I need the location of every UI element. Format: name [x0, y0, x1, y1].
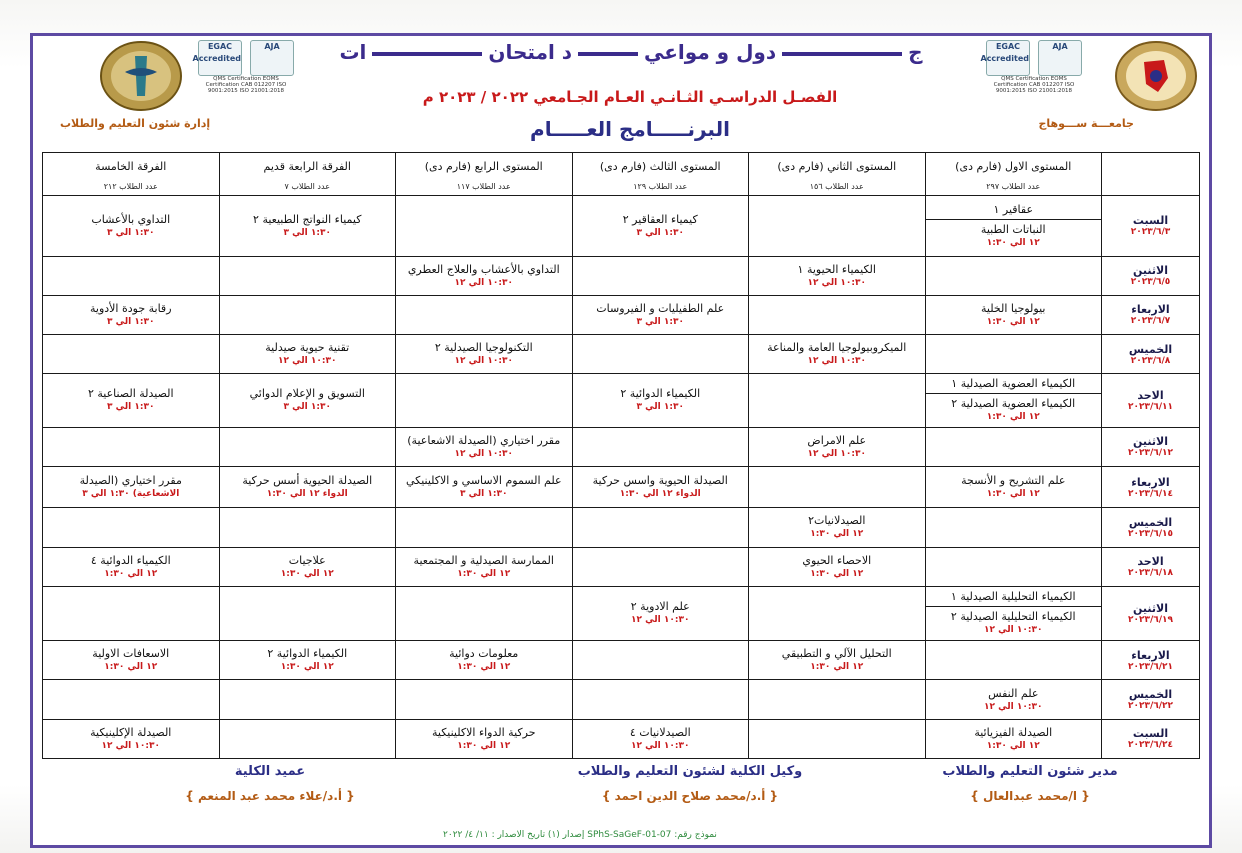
exam-cell: [572, 256, 749, 295]
exam-time: ١٠:٣٠ الي ١٢: [278, 356, 337, 367]
exam-time: ١٢ الي ١:٣٠: [280, 662, 334, 673]
subject-name: الكيمياء الحيوية ١: [797, 262, 876, 276]
cert-caption: QMS Certification EOMS Certification CAB 012207 ISO 9001:2015 ISO 21001:2018: [205, 76, 287, 94]
exam-cell: [396, 335, 573, 374]
exam-cell: [925, 641, 1102, 680]
subject-name: الكيمياء التحليلية الصيدلية ٢: [950, 610, 1076, 624]
exam-cell: [749, 547, 926, 586]
exam-cell: [749, 295, 926, 334]
exam-cell: [396, 374, 573, 427]
exam-cell: [396, 586, 573, 640]
exam-time: الدواء ١٢ الي ١:٣٠: [266, 489, 348, 500]
subject-name: الميكروبيولوجيا العامة والمناعة: [767, 341, 907, 355]
exam-cell: [749, 719, 926, 758]
day-date: ٢٠٢٣/٦/٢٢: [1127, 701, 1174, 712]
signature-dean: عميد الكلية { أ.د/علاء محمد عبد المنعم }: [185, 764, 355, 803]
day-date: ٢٠٢٣/٦/١٩: [1127, 614, 1174, 625]
day-date: ٢٠٢٣/٦/١١: [1127, 401, 1174, 412]
aja-badge: AJA: [250, 40, 294, 76]
table-row: [43, 586, 1200, 640]
egac-badge: EGAC Accredited: [986, 40, 1030, 76]
table-row: [43, 719, 1200, 758]
day-date: ٢٠٢٣/٦/٧: [1130, 316, 1171, 327]
subject-name: النباتات الطبية: [980, 222, 1046, 236]
exam-time: ١٠:٣٠ الي ١٢: [807, 277, 866, 288]
exam-cell: [219, 427, 396, 466]
subject-name: كيمياء العقاقير ٢: [622, 212, 698, 226]
subject-name: الكيمياء التحليلية الصيدلية ١: [950, 590, 1076, 604]
exam-cell: [749, 256, 926, 295]
exam-cell: [572, 195, 749, 256]
exam-cell: [396, 547, 573, 586]
subject-name: علاجيات: [288, 553, 326, 567]
exam-cell: [925, 508, 1102, 547]
table-row: [43, 427, 1200, 466]
subject-name: التحليل الآلي و التطبيقي: [781, 647, 892, 661]
table-row: [43, 508, 1200, 547]
day-cell: [1102, 547, 1200, 586]
exam-cell: [219, 195, 396, 256]
day-date: ٢٠٢٣/٦/٨: [1130, 355, 1171, 366]
exam-time: ١٢ الي ١:٣٠: [280, 568, 334, 579]
day-cell: [1102, 427, 1200, 466]
day-date: ٢٠٢٣/٦/١٢: [1127, 448, 1174, 459]
exam-cell: [572, 466, 749, 507]
day-date: ٢٠٢٣/٦/٢٤: [1127, 740, 1174, 751]
exam-time: ١٠:٣٠ الي ١٢: [984, 625, 1043, 636]
signature-vice-dean: وكيل الكلية لشئون التعليم والطلاب { أ.د/محمد صلاح الدين احمد }: [577, 764, 803, 803]
cert-caption: QMS Certification EOMS Certification CAB 012207 ISO 9001:2015 ISO 21001:2018: [993, 76, 1075, 94]
exam-cell: [749, 586, 926, 640]
exam-cell: [396, 508, 573, 547]
exam-cell: [43, 466, 220, 507]
day-date: ٢٠٢٣/٦/١٥: [1127, 528, 1174, 539]
exam-time: ١:٣٠ الي ٣: [636, 402, 684, 413]
exam-time: ١:٣٠ الي ٣: [636, 316, 684, 327]
exam-cell: [572, 586, 749, 640]
cell-divider: [926, 393, 1102, 394]
subject-name: الصيدلانيات٢: [808, 514, 866, 528]
exam-cell: [925, 335, 1102, 374]
day-date: ٢٠٢٣/٦/١٤: [1127, 488, 1174, 499]
exam-cell: [925, 256, 1102, 295]
exam-cell: [925, 427, 1102, 466]
exam-cell: [219, 680, 396, 719]
table-row: [43, 374, 1200, 427]
exam-cell: [572, 335, 749, 374]
subject-name: التسويق و الإعلام الدوائي: [249, 387, 365, 401]
schedule-body: [43, 195, 1200, 759]
exam-time: ١٢ الي ١:٣٠: [986, 412, 1040, 423]
certification-badges-left: [192, 40, 294, 96]
program-title: البرنـــــامج العـــــام: [530, 117, 730, 141]
exam-time: ١٠:٣٠ الي ١٢: [454, 356, 513, 367]
subject-name: علم الطفيليات و الفيروسات: [596, 301, 725, 315]
exam-cell: [219, 719, 396, 758]
exam-time: الدواء ١٢ الي ١:٣٠: [619, 489, 701, 500]
subject-name: كيمياء النواتج الطبيعية ٢: [253, 212, 362, 226]
exam-time: ١٠:٣٠ الي ١٢: [101, 740, 160, 751]
exam-time: ١:٣٠ الي ٣: [460, 489, 508, 500]
day-name: الخميس: [1128, 688, 1173, 702]
exam-time: ١٠:٣٠ الي ١٢: [984, 701, 1043, 712]
subject-name: معلومات دوائية: [449, 647, 519, 661]
exam-cell: [572, 719, 749, 758]
table-row: [43, 335, 1200, 374]
exam-cell: [396, 680, 573, 719]
subject-name: الكيمياء العضوية الصيدلية ١: [951, 377, 1076, 391]
exam-cell: [749, 374, 926, 427]
subject-name: الصيدلة الحيوية واسس حركية: [592, 474, 728, 488]
exam-cell: [925, 680, 1102, 719]
exam-cell: [396, 466, 573, 507]
day-cell: [1102, 680, 1200, 719]
exam-time: ١٢ الي ١:٣٠: [986, 237, 1040, 248]
subject-name: التداوي بالأعشاب: [91, 212, 171, 226]
day-date: ٢٠٢٣/٦/٥: [1130, 277, 1171, 288]
table-row: [43, 466, 1200, 507]
subject-name: الصيدلة الإكلينيكية: [90, 725, 172, 739]
certification-badges-right: [980, 40, 1082, 96]
day-cell: [1102, 586, 1200, 640]
day-date: ٢٠٢٣/٦/٣: [1130, 227, 1171, 238]
exam-cell: [396, 427, 573, 466]
column-header: المستوى الرابع (فارم دى) عدد الطلاب ١١٧: [396, 153, 573, 196]
subject-name: رقابة جودة الأدوية: [89, 301, 172, 315]
exam-cell: [749, 508, 926, 547]
day-name: الاربعاء: [1131, 475, 1170, 489]
exam-cell: [749, 466, 926, 507]
exam-time: ١٢ الي ١:٣٠: [986, 316, 1040, 327]
day-name: الخميس: [1128, 342, 1173, 356]
subject-name: علم النفس: [988, 686, 1039, 700]
subject-name: الاسعافات الاولية: [92, 647, 170, 661]
exam-time: ١٢ الي ١:٣٠: [457, 568, 511, 579]
exam-cell: [43, 195, 220, 256]
day-cell: [1102, 641, 1200, 680]
department-name: إدارة شئون التعليم والطلاب: [60, 117, 211, 130]
university-name: جامعـــة ســـوهاج: [1038, 117, 1134, 130]
exam-cell: [396, 295, 573, 334]
exam-cell: [572, 508, 749, 547]
subject-name: الصيدلانيات ٤: [629, 725, 691, 739]
day-date: ٢٠٢٣/٦/١٨: [1127, 568, 1174, 579]
subject-name: التكنولوجيا الصيدلية ٢: [434, 341, 533, 355]
exam-cell: [572, 374, 749, 427]
exam-cell: [219, 547, 396, 586]
exam-cell: [43, 374, 220, 427]
exam-time: الاشعاعية) ١:٣٠ الي ٣: [82, 489, 180, 500]
exam-time: ١٠:٣٠ الي ١٢: [454, 448, 513, 459]
day-name: الاربعاء: [1131, 648, 1170, 662]
subject-name: التداوي بالأعشاب والعلاج العطري: [407, 262, 560, 276]
subject-name: علم السموم الاساسي و الاكلينيكي: [405, 474, 562, 488]
day-name: الاثنين: [1133, 264, 1168, 278]
day-name: السبت: [1132, 727, 1169, 741]
day-cell: [1102, 256, 1200, 295]
exam-cell: [43, 586, 220, 640]
exam-cell: [43, 335, 220, 374]
exam-cell: [925, 547, 1102, 586]
day-cell: [1102, 374, 1200, 427]
column-header: الفرقة الخامسة عدد الطلاب ٢١٢: [43, 153, 220, 196]
page-title: جدول و مواعيد امتحانات: [339, 40, 923, 64]
exam-cell: [43, 719, 220, 758]
exam-cell: [572, 547, 749, 586]
exam-cell: [219, 641, 396, 680]
university-logo: [1110, 38, 1202, 114]
signature-student-affairs-manager: مدير شئون التعليم والطلاب { ا/محمد عبدالعال }: [942, 764, 1118, 803]
day-name: السبت: [1132, 214, 1169, 228]
exam-time: ١٢ الي ١:٣٠: [810, 568, 864, 579]
exam-time: ١:٣٠ الي ٣: [636, 227, 684, 238]
exam-time: ١:٣٠ الي ٣: [107, 402, 155, 413]
exam-cell: [43, 508, 220, 547]
day-name: الاحد: [1137, 388, 1164, 402]
table-row: [43, 641, 1200, 680]
column-header: المستوى الثاني (فارم دى) عدد الطلاب ١٥٦: [749, 153, 926, 196]
exam-time: ١٢ الي ١:٣٠: [986, 489, 1040, 500]
egac-badge: EGAC Accredited: [198, 40, 242, 76]
day-name: الاربعاء: [1131, 303, 1170, 317]
exam-cell: [396, 256, 573, 295]
exam-cell: [219, 256, 396, 295]
exam-cell: [43, 641, 220, 680]
exam-time: ١٠:٣٠ الي ١٢: [807, 448, 866, 459]
exam-cell: [219, 466, 396, 507]
subject-name: مقرر اختياري (الصيدلة: [79, 474, 182, 488]
exam-cell: [925, 586, 1102, 640]
table-row: [43, 295, 1200, 334]
exam-cell: [43, 427, 220, 466]
exam-time: ١٠:٣٠ الي ١٢: [454, 277, 513, 288]
day-name: الاثنين: [1133, 601, 1168, 615]
exam-cell: [572, 680, 749, 719]
column-header: المستوى الاول (فارم دى) عدد الطلاب ٢٩٧: [925, 153, 1102, 196]
exam-cell: [925, 466, 1102, 507]
subject-name: علم التشريح و الأنسجة: [961, 474, 1066, 488]
exam-cell: [43, 295, 220, 334]
subject-name: الكيمياء الدوائية ٢: [267, 647, 348, 661]
subject-name: الصيدلة الحيوية أسس حركية: [242, 474, 373, 488]
table-header-row: [43, 153, 1200, 196]
exam-cell: [572, 427, 749, 466]
exam-time: ١٢ الي ١:٣٠: [457, 662, 511, 673]
exam-cell: [219, 335, 396, 374]
exam-time: ١٢ الي ١:٣٠: [810, 662, 864, 673]
exam-time: ١٢ الي ١:٣٠: [104, 662, 158, 673]
subject-name: علم الادوية ٢: [630, 600, 690, 614]
column-header: الفرقة الرابعة قديم عدد الطلاب ٧: [219, 153, 396, 196]
exam-time: ١:٣٠ الي ٣: [283, 402, 331, 413]
exam-cell: [925, 374, 1102, 427]
exam-cell: [925, 719, 1102, 758]
day-date: ٢٠٢٣/٦/٢١: [1127, 661, 1174, 672]
exam-cell: [43, 547, 220, 586]
exam-cell: [219, 586, 396, 640]
table-row: [43, 195, 1200, 256]
semester-subtitle: الفصـل الدراسـي الثـانـي العـام الجـامعي ٢٠٢٢ / ٢٠٢٣ م: [422, 88, 838, 106]
exam-cell: [572, 295, 749, 334]
form-number-line: نموذج رقم: SPhS-SaGeF-01-07 إصدار (١) تاريخ الاصدار : ١١/ ٤/ ٢٠٢٢: [443, 830, 717, 840]
exam-cell: [219, 508, 396, 547]
table-row: [43, 680, 1200, 719]
subject-name: علم الامراض: [807, 433, 867, 447]
day-name: الاثنين: [1133, 435, 1168, 449]
exam-cell: [925, 195, 1102, 256]
table-row: [43, 256, 1200, 295]
subject-name: تقنية حيوية صيدلية: [265, 341, 350, 355]
day-cell: [1102, 508, 1200, 547]
exam-time: ١٢ الي ١:٣٠: [810, 529, 864, 540]
day-name: الاحد: [1137, 555, 1164, 569]
exam-cell: [219, 295, 396, 334]
exam-time: ١٠:٣٠ الي ١٢: [807, 356, 866, 367]
day-cell: [1102, 195, 1200, 256]
subject-name: مقرر اختياري (الصيدلة الاشعاعية): [407, 433, 561, 447]
exam-cell: [396, 719, 573, 758]
cell-divider: [926, 606, 1102, 607]
exam-cell: [749, 195, 926, 256]
day-cell: [1102, 719, 1200, 758]
exam-time: ١٠:٣٠ الي ١٢: [631, 740, 690, 751]
exam-cell: [396, 641, 573, 680]
exam-cell: [925, 295, 1102, 334]
subject-name: عقاقير ١: [993, 202, 1034, 216]
exam-cell: [396, 195, 573, 256]
subject-name: الكيمياء الدوائية ٤: [90, 553, 171, 567]
exam-time: ١٠:٣٠ الي ١٢: [631, 615, 690, 626]
table-row: [43, 547, 1200, 586]
subject-name: الصيدلة الصناعية ٢: [87, 387, 174, 401]
cell-divider: [926, 219, 1102, 220]
exam-time: ١:٣٠ الي ٣: [107, 316, 155, 327]
exam-schedule-table: [42, 152, 1200, 759]
day-cell: [1102, 295, 1200, 334]
exam-cell: [43, 680, 220, 719]
day-cell: [1102, 335, 1200, 374]
exam-time: ١:٣٠ الي ٣: [107, 227, 155, 238]
exam-cell: [572, 641, 749, 680]
day-name: الخميس: [1128, 515, 1173, 529]
exam-time: ١:٣٠ الي ٣: [283, 227, 331, 238]
exam-time: ١٢ الي ١:٣٠: [986, 740, 1040, 751]
subject-name: الكيمياء الدوائية ٢: [620, 387, 701, 401]
subject-name: الكيمياء العضوية الصيدلية ٢: [951, 397, 1076, 411]
subject-name: حركية الدواء الاكلينيكية: [432, 725, 536, 739]
header-empty: [1102, 153, 1200, 196]
subject-name: بيولوجيا الخلية: [981, 301, 1046, 315]
subject-name: الممارسة الصيدلية و المجتمعية: [413, 553, 554, 567]
day-cell: [1102, 466, 1200, 507]
exam-cell: [749, 641, 926, 680]
aja-badge: AJA: [1038, 40, 1082, 76]
exam-time: ١٢ الي ١:٣٠: [104, 568, 158, 579]
exam-cell: [749, 680, 926, 719]
exam-time: ١٢ الي ١:٣٠: [457, 740, 511, 751]
subject-name: الصيدلة الفيزيائية: [974, 725, 1053, 739]
exam-cell: [749, 427, 926, 466]
exam-cell: [219, 374, 396, 427]
subject-name: الاحصاء الحيوي: [802, 553, 872, 567]
column-header: المستوى الثالث (فارم دى) عدد الطلاب ١٢٩: [572, 153, 749, 196]
faculty-logo: [95, 38, 187, 114]
exam-cell: [43, 256, 220, 295]
exam-cell: [749, 335, 926, 374]
